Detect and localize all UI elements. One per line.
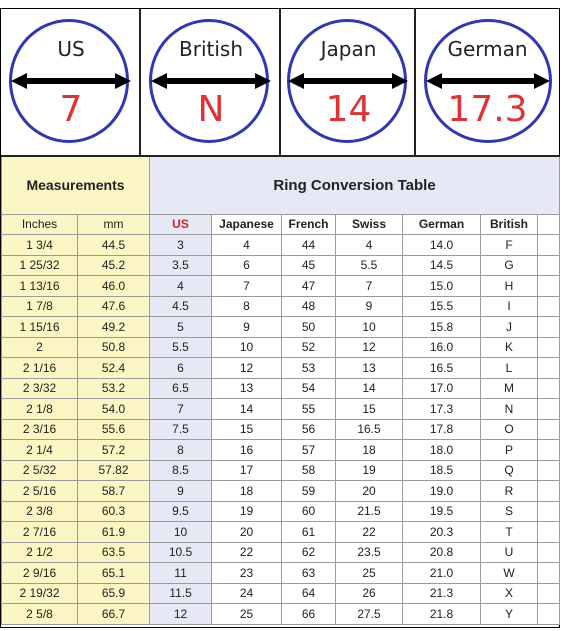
size-value: N [197,89,225,130]
table-cell: 57.82 [78,460,150,481]
table-cell: 14.5 [403,255,481,276]
table-cell: 5 [150,317,212,338]
table-cell: Y [481,604,538,625]
table-cell: 3 [150,235,212,256]
table-cell: 50.8 [78,337,150,358]
table-cell: 20 [212,522,282,543]
table-cell: 10.5 [150,542,212,563]
table-cell: 65.9 [78,583,150,604]
table-row [2,235,560,256]
table-cell: 15.0 [403,276,481,297]
table-row [2,399,560,420]
table-row [2,317,560,338]
blank-cell [538,440,560,461]
table-cell: 1 25/32 [2,255,78,276]
table-cell: T [481,522,538,543]
table-cell: 9 [150,481,212,502]
table-row [2,501,560,522]
table-cell: 9.5 [150,501,212,522]
table-cell: 1 13/16 [2,276,78,297]
table-cell: 10 [212,337,282,358]
blank-cell [538,276,560,297]
table-cell: 8 [150,440,212,461]
table-cell: 7.5 [150,419,212,440]
table-cell: 2 3/16 [2,419,78,440]
blank-cell [538,399,560,420]
table-cell: 14 [212,399,282,420]
table-cell: J [481,317,538,338]
table-cell: 61 [282,522,336,543]
blank-cell [538,460,560,481]
table-cell: 2 5/16 [2,481,78,502]
panel-british [141,9,281,155]
double-arrow-icon [151,71,271,91]
table-cell: 14.0 [403,235,481,256]
table-cell: 2 3/32 [2,378,78,399]
system-name: US [57,37,85,61]
table-cell: M [481,378,538,399]
table-cell: 12 [336,337,403,358]
table-cell: 1 15/16 [2,317,78,338]
column-header: Swiss [336,214,403,235]
table-cell: 4 [150,276,212,297]
table-row [2,440,560,461]
blank-cell [538,214,560,235]
table-row [2,358,560,379]
table-cell: 2 [2,337,78,358]
table-row [2,604,560,625]
table-cell: 8 [212,296,282,317]
table-cell: W [481,563,538,584]
double-arrow-icon [288,71,408,91]
table-row [2,522,560,543]
table-row [2,583,560,604]
blank-cell [538,481,560,502]
table-cell: 60.3 [78,501,150,522]
highlight-panels [1,9,559,155]
table-cell: 18.0 [403,440,481,461]
table-cell: 55 [282,399,336,420]
table-cell: 16.0 [403,337,481,358]
table-cell: 54.0 [78,399,150,420]
table-cell: 15.5 [403,296,481,317]
table-cell: 2 1/8 [2,399,78,420]
table-cell: N [481,399,538,420]
table-row [2,337,560,358]
table-cell: 44 [282,235,336,256]
table-cell: 6.5 [150,378,212,399]
table-cell: 52 [282,337,336,358]
table-cell: 1 3/4 [2,235,78,256]
blank-cell [538,604,560,625]
table-cell: 17.0 [403,378,481,399]
table-cell: 2 19/32 [2,583,78,604]
table-cell: 20.3 [403,522,481,543]
table-cell: I [481,296,538,317]
table-cell: 2 1/2 [2,542,78,563]
blank-cell [538,337,560,358]
table-cell: 8.5 [150,460,212,481]
column-header: French [282,214,336,235]
table-cell: 10 [150,522,212,543]
table-cell: 4.5 [150,296,212,317]
table-cell: 62 [282,542,336,563]
table-cell: 23 [212,563,282,584]
table-cell: 3.5 [150,255,212,276]
table-cell: 9 [212,317,282,338]
table-row [2,419,560,440]
table-cell: 53.2 [78,378,150,399]
column-header: Japanese [212,214,282,235]
table-cell: 53 [282,358,336,379]
table-cell: 45.2 [78,255,150,276]
table-cell: S [481,501,538,522]
table-cell: 2 1/4 [2,440,78,461]
table-cell: 12 [150,604,212,625]
table-cell: 23.5 [336,542,403,563]
table-cell: 2 5/32 [2,460,78,481]
table-cell: 57 [282,440,336,461]
table-row [2,378,560,399]
table-cell: 2 5/8 [2,604,78,625]
table-cell: X [481,583,538,604]
table-body [2,235,560,625]
table-cell: L [481,358,538,379]
table-cell: 5.5 [336,255,403,276]
blank-cell [538,542,560,563]
blank-cell [538,522,560,543]
table-cell: 13 [336,358,403,379]
table-cell: 54 [282,378,336,399]
table-cell: 12 [212,358,282,379]
table-row [2,296,560,317]
table-cell: 60 [282,501,336,522]
blank-cell [538,378,560,399]
table-cell: 21.3 [403,583,481,604]
blank-cell [538,419,560,440]
table-cell: U [481,542,538,563]
table-cell: 63.5 [78,542,150,563]
table-cell: 16 [212,440,282,461]
table-cell: 25 [336,563,403,584]
table-cell: 15 [336,399,403,420]
blank-cell [538,501,560,522]
table-cell: 49.2 [78,317,150,338]
table-cell: 44.5 [78,235,150,256]
table-cell: 24 [212,583,282,604]
table-cell: 10 [336,317,403,338]
table-cell: 16.5 [403,358,481,379]
table-cell: 55.6 [78,419,150,440]
blank-cell [538,235,560,256]
size-value: 7 [59,89,83,130]
ring-size-chart [0,8,560,628]
table-cell: R [481,481,538,502]
table-cell: 58 [282,460,336,481]
table-cell: 48 [282,296,336,317]
table-cell: 2 3/8 [2,501,78,522]
table-cell: 19.5 [403,501,481,522]
table-cell: 15.8 [403,317,481,338]
table-cell: K [481,337,538,358]
measurements-title: Measurements [2,156,150,214]
table-row [2,563,560,584]
ring-conversion-table [1,155,560,625]
table-row [2,255,560,276]
table-cell: 13 [212,378,282,399]
blank-cell [538,317,560,338]
table-cell: 56 [282,419,336,440]
table-cell: 5.5 [150,337,212,358]
table-cell: 52.4 [78,358,150,379]
column-header: Inches [2,214,78,235]
system-name: Japan [320,37,377,61]
table-cell: 19 [336,460,403,481]
table-cell: 61.9 [78,522,150,543]
table-cell: 21.0 [403,563,481,584]
table-row [2,276,560,297]
column-header: US [150,214,212,235]
column-header: German [403,214,481,235]
table-cell: 19 [212,501,282,522]
table-cell: 20.8 [403,542,481,563]
table-cell: 2 9/16 [2,563,78,584]
table-cell: 25 [212,604,282,625]
table-cell: 18 [212,481,282,502]
blank-cell [538,563,560,584]
table-cell: 7 [336,276,403,297]
table-cell: P [481,440,538,461]
table-cell: 20 [336,481,403,502]
table-cell: 2 1/16 [2,358,78,379]
blank-cell [538,583,560,604]
table-cell: 27.5 [336,604,403,625]
table-cell: 9 [336,296,403,317]
table-cell: 65.1 [78,563,150,584]
table-cell: 19.0 [403,481,481,502]
table-cell: Q [481,460,538,481]
table-cell: 6 [212,255,282,276]
table-cell: 15 [212,419,282,440]
table-cell: 6 [150,358,212,379]
table-cell: 57.2 [78,440,150,461]
table-cell: 22 [212,542,282,563]
system-name: German [447,37,528,61]
table-cell: F [481,235,538,256]
panel-us [1,9,141,155]
table-cell: 2 7/16 [2,522,78,543]
double-arrow-icon [426,71,550,91]
table-cell: 1 7/8 [2,296,78,317]
table-cell: 47.6 [78,296,150,317]
column-headers [2,214,560,235]
table-title: Ring Conversion Table [150,156,560,214]
table-cell: 66.7 [78,604,150,625]
table-row [2,481,560,502]
table-cell: 7 [150,399,212,420]
column-header: mm [78,214,150,235]
table-row [2,460,560,481]
table-cell: 22 [336,522,403,543]
table-cell: 4 [212,235,282,256]
table-cell: O [481,419,538,440]
table-cell: 18.5 [403,460,481,481]
table-cell: 17.8 [403,419,481,440]
table-cell: 16.5 [336,419,403,440]
table-cell: 47 [282,276,336,297]
blank-cell [538,358,560,379]
panel-german [416,9,559,155]
table-cell: 58.7 [78,481,150,502]
double-arrow-icon [11,71,131,91]
size-value: 17.3 [447,89,528,130]
blank-cell [538,296,560,317]
table-cell: 45 [282,255,336,276]
table-cell: 46.0 [78,276,150,297]
table-cell: 11 [150,563,212,584]
table-cell: 21.8 [403,604,481,625]
table-cell: H [481,276,538,297]
table-cell: 17.3 [403,399,481,420]
table-cell: 26 [336,583,403,604]
table-cell: 18 [336,440,403,461]
table-cell: 14 [336,378,403,399]
table-cell: 7 [212,276,282,297]
table-cell: 59 [282,481,336,502]
panel-japan [281,9,416,155]
table-cell: 17 [212,460,282,481]
system-name: British [179,37,243,61]
size-value: 14 [325,89,372,130]
table-cell: 63 [282,563,336,584]
table-cell: 66 [282,604,336,625]
table-cell: 11.5 [150,583,212,604]
table-cell: G [481,255,538,276]
table-cell: 50 [282,317,336,338]
table-cell: 21.5 [336,501,403,522]
table-cell: 64 [282,583,336,604]
table-row [2,542,560,563]
column-header: British [481,214,538,235]
table-cell: 4 [336,235,403,256]
blank-cell [538,255,560,276]
